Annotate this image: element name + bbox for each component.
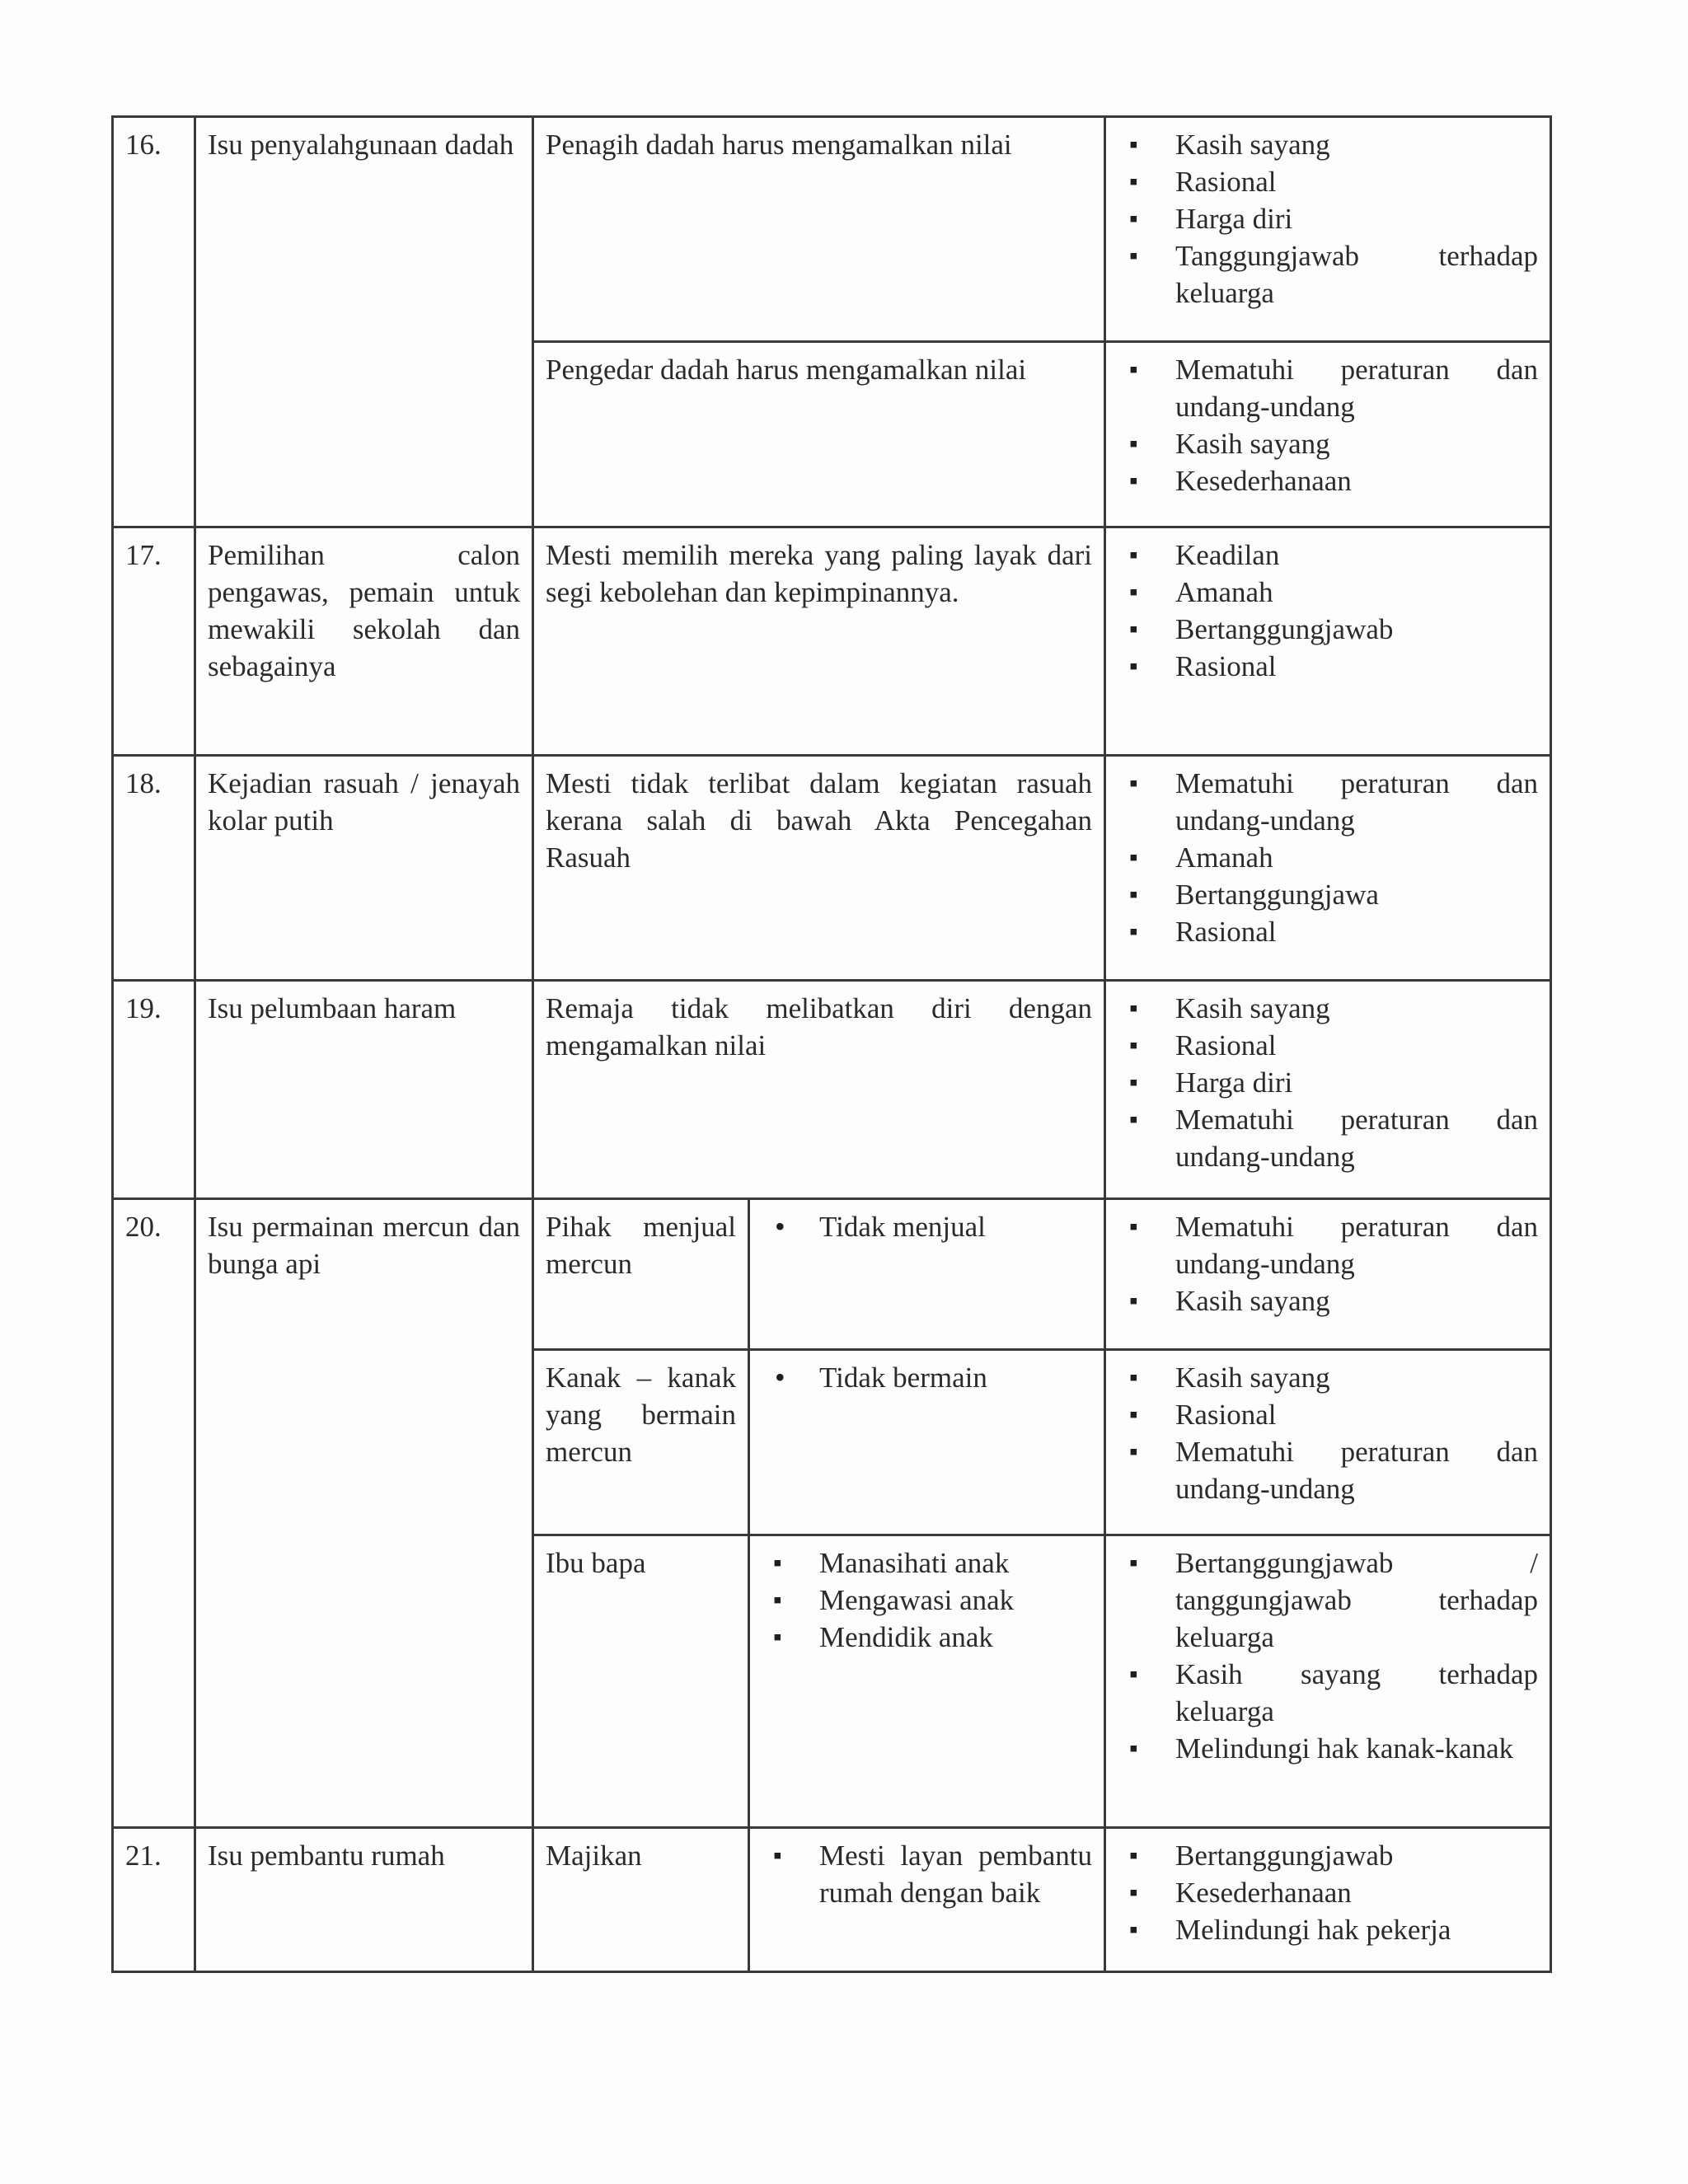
list-item: ▪ Kesederhanaan — [1118, 462, 1538, 499]
list-item: ▪ Tanggungjawab terhadap keluarga — [1118, 237, 1538, 312]
actions-list — [762, 1544, 1092, 1656]
list-item: ▪ Melindungi hak pekerja — [1118, 1911, 1538, 1948]
values-list — [1118, 990, 1538, 1175]
table-row — [113, 756, 1551, 981]
values-list — [1118, 765, 1538, 950]
action-cell — [749, 1350, 1105, 1535]
row-number: 18. — [113, 756, 195, 981]
table-row — [113, 1828, 1551, 1972]
table-row — [113, 117, 1551, 342]
list-item: ▪ Rasional — [1118, 1396, 1538, 1433]
values-cell — [1105, 117, 1551, 342]
values-list — [1118, 537, 1538, 685]
list-item: ▪ Kasih sayang — [1118, 1359, 1538, 1396]
action-cell — [749, 1535, 1105, 1828]
list-item: ▪ Mematuhi peraturan dan undang-undang — [1118, 351, 1538, 425]
values-list — [1118, 1544, 1538, 1767]
list-item: ▪ Kasih sayang — [1118, 990, 1538, 1027]
list-item: ▪ Harga diri — [1118, 1064, 1538, 1101]
values-cell — [1105, 1828, 1551, 1972]
row-number: 20. — [113, 1199, 195, 1828]
party-cell: Ibu bapa — [533, 1535, 749, 1828]
row-number: 21. — [113, 1828, 195, 1972]
values-cell — [1105, 342, 1551, 527]
party-cell: Pihak menjual mercun — [533, 1199, 749, 1350]
action-cell: Penagih dadah harus mengamalkan nilai — [533, 117, 1105, 342]
issue-cell: Kejadian rasuah / jenayah kolar putih — [195, 756, 533, 981]
issue-cell: Pemilihan calon pengawas, pemain untuk mewakili sekolah dan sebagainya — [195, 527, 533, 756]
list-item: • Tidak bermain — [762, 1359, 1092, 1396]
values-list — [1118, 1208, 1538, 1319]
list-item: ▪ Harga diri — [1118, 200, 1538, 237]
list-item: ▪ Amanah — [1118, 839, 1538, 876]
list-item: ▪ Bertanggungjawab — [1118, 611, 1538, 648]
action-cell: Mesti memilih mereka yang paling layak dari segi kebolehan dan kepimpinannya. — [533, 527, 1105, 756]
values-cell — [1105, 981, 1551, 1199]
list-item: ▪ Rasional — [1118, 1027, 1538, 1064]
list-item: ▪ Kasih sayang — [1118, 126, 1538, 163]
list-item: ▪ Mengawasi anak — [762, 1582, 1092, 1619]
actions-list — [762, 1208, 1092, 1245]
list-item: ▪ Rasional — [1118, 163, 1538, 200]
list-item: ▪ Mesti layan pembantu rumah dengan baik — [762, 1837, 1092, 1911]
action-cell: Remaja tidak melibatkan diri dengan mengamalkan nilai — [533, 981, 1105, 1199]
table-row — [113, 527, 1551, 756]
row-number: 19. — [113, 981, 195, 1199]
actions-list — [762, 1359, 1092, 1396]
list-item: ▪ Mendidik anak — [762, 1619, 1092, 1656]
values-list — [1118, 1837, 1538, 1948]
values-table — [111, 115, 1552, 1973]
list-item: ▪ Kesederhanaan — [1118, 1874, 1538, 1911]
values-list — [1118, 351, 1538, 499]
list-item: ▪ Rasional — [1118, 913, 1538, 950]
action-cell: Pengedar dadah harus mengamalkan nilai — [533, 342, 1105, 527]
list-item: ▪ Mematuhi peraturan dan undang-undang — [1118, 1101, 1538, 1175]
values-cell — [1105, 1535, 1551, 1828]
table-row — [113, 1199, 1551, 1350]
table-row — [113, 981, 1551, 1199]
party-cell: Majikan — [533, 1828, 749, 1972]
list-item: ▪ Bertanggungjawab — [1118, 1837, 1538, 1874]
action-cell — [749, 1199, 1105, 1350]
list-item: ▪ Bertanggungjawa — [1118, 876, 1538, 913]
row-number: 16. — [113, 117, 195, 527]
row-number: 17. — [113, 527, 195, 756]
issue-cell: Isu penyalahgunaan dadah — [195, 117, 533, 527]
list-item: ▪ Melindungi hak kanak-kanak — [1118, 1730, 1538, 1767]
list-item: ▪ Mematuhi peraturan dan undang-undang — [1118, 1433, 1538, 1507]
list-item: ▪ Kasih sayang — [1118, 425, 1538, 462]
action-cell — [749, 1828, 1105, 1972]
list-item: ▪ Manasihati anak — [762, 1544, 1092, 1582]
actions-list — [762, 1837, 1092, 1911]
values-cell — [1105, 1199, 1551, 1350]
values-list — [1118, 126, 1538, 312]
list-item: ▪ Mematuhi peraturan dan undang-undang — [1118, 765, 1538, 839]
issue-cell: Isu pelumbaan haram — [195, 981, 533, 1199]
list-item: ▪ Bertanggungjawab / tanggungjawab terhadap keluarga — [1118, 1544, 1538, 1656]
list-item: ▪ Keadilan — [1118, 537, 1538, 574]
list-item: ▪ Amanah — [1118, 574, 1538, 611]
party-cell: Kanak – kanak yang bermain mercun — [533, 1350, 749, 1535]
values-list — [1118, 1359, 1538, 1507]
list-item: • Tidak menjual — [762, 1208, 1092, 1245]
list-item: ▪ Rasional — [1118, 648, 1538, 685]
list-item: ▪ Mematuhi peraturan dan undang-undang — [1118, 1208, 1538, 1282]
issue-cell: Isu pembantu rumah — [195, 1828, 533, 1972]
values-cell — [1105, 527, 1551, 756]
issue-cell: Isu permainan mercun dan bunga api — [195, 1199, 533, 1828]
values-cell — [1105, 1350, 1551, 1535]
list-item: ▪ Kasih sayang terhadap keluarga — [1118, 1656, 1538, 1730]
action-cell: Mesti tidak terlibat dalam kegiatan rasuah kerana salah di bawah Akta Pencegahan Rasuah — [533, 756, 1105, 981]
list-item: ▪ Kasih sayang — [1118, 1282, 1538, 1319]
values-cell — [1105, 756, 1551, 981]
